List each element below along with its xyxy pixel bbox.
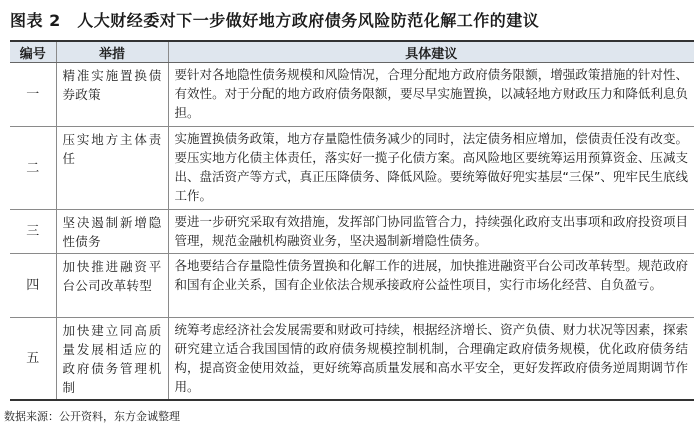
- row-measure: 加快建立同高质量发展相适应的政府债务管理机制: [56, 318, 168, 400]
- row-measure: 加快推进融资平台公司改革转型: [56, 254, 168, 318]
- row-measure: 精准实施置换债券政策: [56, 63, 168, 127]
- row-suggestion: 要进一步研究采取有效措施，发挥部门协同监管合力，持续强化政府支出事项和政府投资项目管理，规范金融机构融资业务，坚决遏制新增隐性债务。: [168, 210, 694, 254]
- table-row: [10, 318, 694, 400]
- table-row: [10, 63, 694, 127]
- header-suggestion: 具体建议: [168, 41, 694, 63]
- table-row: [10, 127, 694, 210]
- table-row: [10, 254, 694, 318]
- table-row: [10, 210, 694, 254]
- header-index: 编号: [10, 41, 56, 63]
- row-index: 四: [10, 254, 56, 318]
- row-suggestion: 要针对各地隐性债务规模和风险情况，合理分配地方政府债务限额，增强政策措施的针对性、有效性。对于分配的地方政府债务限额，要尽早实施置换，以减轻地方财政压力和降低利息负担。: [168, 63, 694, 127]
- row-measure: 坚决遏制新增隐性债务: [56, 210, 168, 254]
- header-measure: 举措: [56, 41, 168, 63]
- row-index: 二: [10, 127, 56, 210]
- source-note: 数据来源：公开资料，东方金诚整理: [4, 410, 180, 423]
- table-header-row: [10, 41, 694, 63]
- row-index: 五: [10, 318, 56, 400]
- figure-title: 图表 2 人大财经委对下一步做好地方政府债务风险防范化解工作的建议: [10, 11, 540, 30]
- row-suggestion: 统筹考虑经济社会发展需要和财政可持续，根据经济增长、资产负债、财力状况等因素，探索研究建立适合我国国情的政府债务规模控制机制，合理确定政府债务规模，优化政府债务结构，提高资金使用效益，更好统筹高质量发展和高水平安全，更好发挥政府债务逆周期调节作用。: [168, 318, 694, 400]
- suggestions-table: [10, 40, 694, 401]
- row-measure: 压实地方主体责任: [56, 127, 168, 210]
- row-index: 一: [10, 63, 56, 127]
- row-suggestion: 各地要结合存量隐性债务置换和化解工作的进展，加快推进融资平台公司改革转型。规范政府和国有企业关系，国有企业依法合规承接政府公益性项目，实行市场化经营、自负盈亏。: [168, 254, 694, 318]
- row-index: 三: [10, 210, 56, 254]
- row-suggestion: 实施置换债务政策，地方存量隐性债务减少的同时，法定债务相应增加，偿债责任没有改变。要压实地方化债主体责任，落实好一揽子化债方案。高风险地区要统筹运用预算资金、压减支出、盘活资产等方式，真正压降债务、降低风险。要统筹做好兜实基层“三保”、兜牢民生底线工作。: [168, 127, 694, 210]
